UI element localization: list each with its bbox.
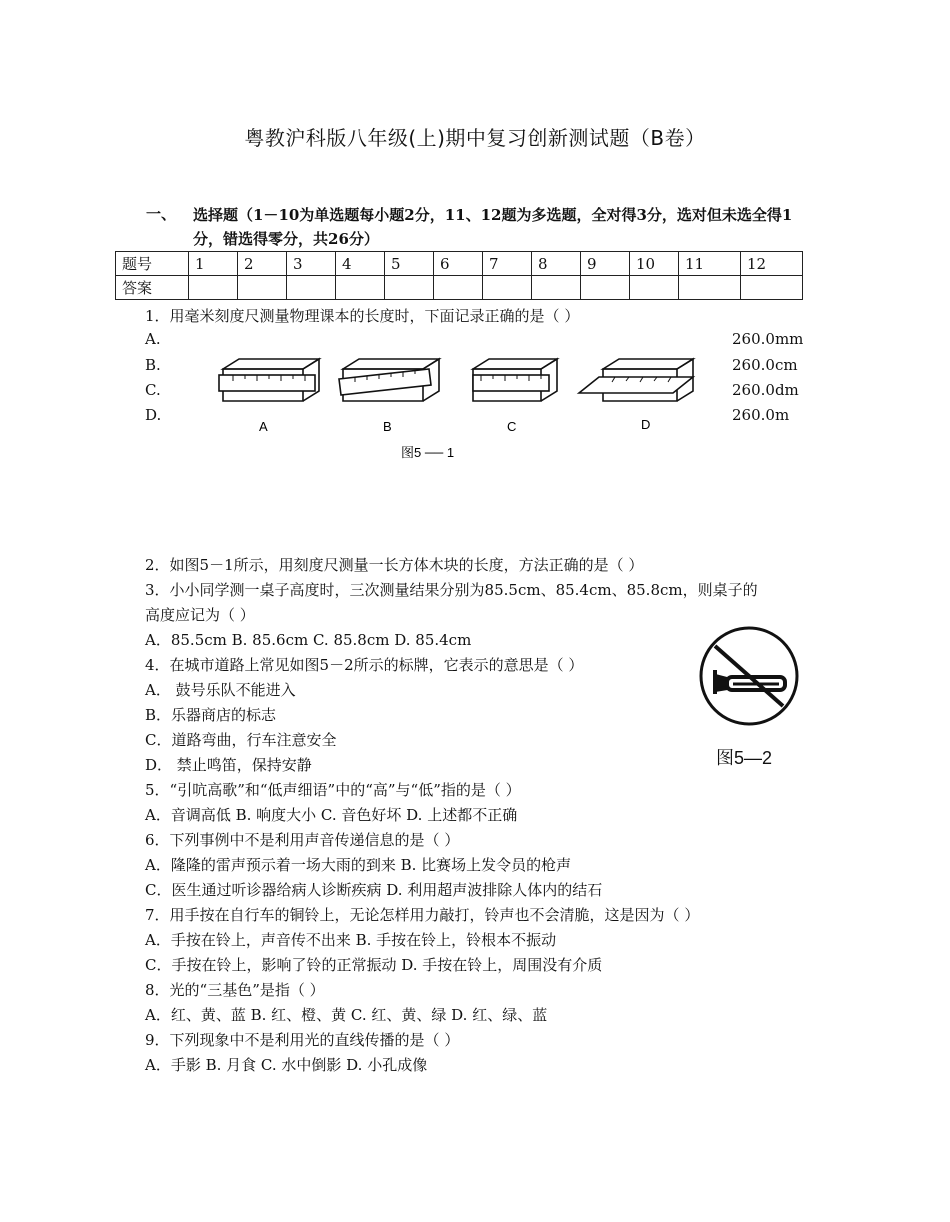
figure-5-2-caption: 图5—2	[716, 748, 773, 768]
answer-cell[interactable]	[238, 276, 287, 300]
question-8: 8．光的“三基色”是指（ ）	[145, 981, 325, 999]
question-number: 5	[385, 252, 434, 276]
block-a-illustration	[219, 359, 319, 401]
option-value: 260.0dm	[732, 381, 799, 399]
option-value: 260.0mm	[732, 330, 804, 348]
answer-table	[115, 251, 803, 300]
question-number: 6	[434, 252, 483, 276]
question-9-options: A．手影 B. 月食 C. 水中倒影 D. 小孔成像	[145, 1056, 428, 1074]
question-4-option-c: C．道路弯曲，行车注意安全	[145, 731, 337, 749]
answer-cell[interactable]	[336, 276, 385, 300]
table-row	[116, 276, 803, 300]
option-letter: C.	[145, 381, 161, 399]
table-row	[116, 252, 803, 276]
question-5-options: A．音调高低 B. 响度大小 C. 音色好坏 D. 上述都不正确	[145, 806, 518, 824]
question-number: 2	[238, 252, 287, 276]
figure-label-c: C	[507, 419, 517, 434]
no-horn-sign-icon	[697, 624, 801, 728]
answer-cell[interactable]	[581, 276, 630, 300]
section-number: 一、	[146, 205, 177, 223]
question-3: 3．小小同学测一桌子高度时，三次测量结果分别为85.5cm、85.4cm、85.8cm，则桌子的	[145, 581, 758, 599]
question-7-options-cd: C．手按在铃上，影响了铃的正常振动 D. 手按在铃上，周围没有介质	[145, 956, 603, 974]
question-6-options-cd: C．医生通过听诊器给病人诊断疾病 D. 利用超声波排除人体内的结石	[145, 881, 603, 899]
page-title: 粤教沪科版八年级(上)期中复习创新测试题（B卷）	[244, 126, 706, 150]
question-7: 7．用手按在自行车的铜铃上，无论怎样用力敲打，铃声也不会清脆，这是因为（ ）	[145, 906, 700, 924]
question-number: 10	[630, 252, 679, 276]
option-value: 260.0m	[732, 406, 790, 424]
question-4-option-b: B．乐器商店的标志	[145, 706, 277, 724]
question-7-options-ab: A．手按在铃上，声音传不出来 B. 手按在铃上，铃根本不振动	[145, 931, 557, 949]
question-9: 9．下列现象中不是利用光的直线传播的是（ ）	[145, 1031, 460, 1049]
figure-caption: 图5 ── 1	[401, 445, 455, 460]
section-heading: 选择题（1－10为单选题每小题2分，11、12题为多选题，全对得3分，选对但未选全得1分，错选得零分，共26分）	[193, 206, 793, 248]
block-d-illustration	[579, 359, 693, 401]
question-5: 5．“引吭高歌”和“低声细语”中的“高”与“低”指的是（ ）	[145, 781, 521, 799]
option-letter: D.	[145, 406, 162, 424]
answer-cell[interactable]	[741, 276, 803, 300]
answer-cell[interactable]	[532, 276, 581, 300]
question-3-cont: 高度应记为（ ）	[145, 606, 255, 624]
question-8-options: A．红、黄、蓝 B. 红、橙、黄 C. 红、黄、绿 D. 红、绿、蓝	[145, 1006, 548, 1024]
question-number: 3	[287, 252, 336, 276]
option-letter: B.	[145, 356, 161, 374]
question-1-stem: 1．用毫米刻度尺测量物理课本的长度时，下面记录正确的是（ ）	[145, 307, 580, 325]
question-number: 7	[483, 252, 532, 276]
option-letter: A.	[145, 330, 161, 348]
answer-cell[interactable]	[385, 276, 434, 300]
question-number: 9	[581, 252, 630, 276]
question-number: 12	[741, 252, 803, 276]
answer-cell[interactable]	[679, 276, 741, 300]
answer-cell[interactable]	[189, 276, 238, 300]
figure-label-a: A	[259, 419, 268, 434]
answer-cell[interactable]	[630, 276, 679, 300]
question-4-option-a: A． 鼓号乐队不能进入	[145, 681, 296, 699]
question-number: 11	[679, 252, 741, 276]
question-number: 4	[336, 252, 385, 276]
question-6: 6．下列事例中不是利用声音传递信息的是（ ）	[145, 831, 460, 849]
question-6-options-ab: A．隆隆的雷声预示着一场大雨的到来 B. 比赛场上发令员的枪声	[145, 856, 572, 874]
row-label: 题号	[116, 252, 189, 276]
answer-cell[interactable]	[434, 276, 483, 300]
question-4: 4．在城市道路上常见如图5－2所示的标牌，它表示的意思是（ ）	[145, 656, 584, 674]
answer-cell[interactable]	[483, 276, 532, 300]
answer-cell[interactable]	[287, 276, 336, 300]
figure-5-1-ruler-diagram	[215, 355, 705, 465]
figure-label-d: D	[641, 417, 651, 432]
row-label: 答案	[116, 276, 189, 300]
question-2: 2．如图5－1所示，用刻度尺测量一长方体木块的长度，方法正确的是（ ）	[145, 556, 644, 574]
block-c-illustration	[473, 359, 557, 401]
question-4-option-d: D． 禁止鸣笛，保持安静	[145, 756, 312, 774]
block-b-illustration	[339, 359, 439, 401]
figure-label-b: B	[383, 419, 392, 434]
question-number: 1	[189, 252, 238, 276]
question-number: 8	[532, 252, 581, 276]
question-3-options: A．85.5cm B. 85.6cm C. 85.8cm D. 85.4cm	[145, 631, 472, 649]
option-value: 260.0cm	[732, 356, 798, 374]
